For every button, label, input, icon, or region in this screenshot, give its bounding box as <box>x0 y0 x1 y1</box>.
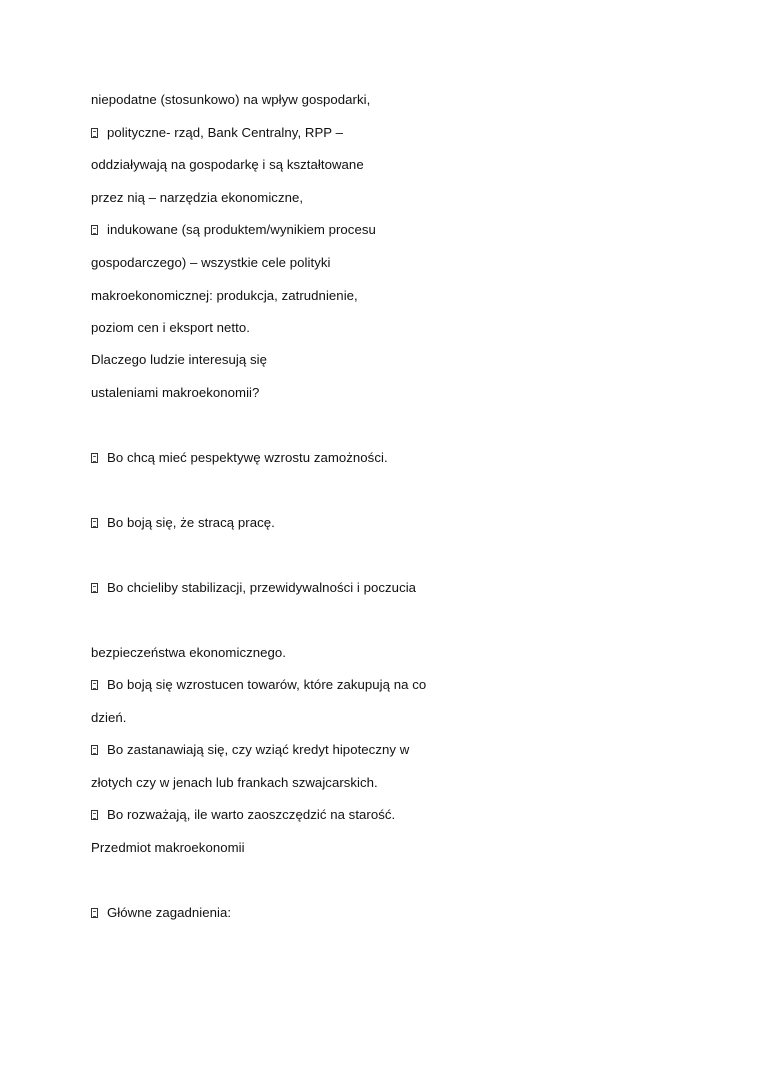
bullet-line <box>91 742 409 758</box>
line-text: bezpieczeństwa ekonomicznego. <box>91 645 286 660</box>
bullet-line <box>91 677 426 693</box>
text-line <box>91 775 378 791</box>
bullet-icon <box>91 225 98 235</box>
bullet-line <box>91 222 376 238</box>
line-text: ustaleniami makroekonomii? <box>91 385 260 400</box>
line-text: indukowane (są produktem/wynikiem procesu <box>107 222 376 237</box>
text-line <box>91 255 330 271</box>
line-text: złotych czy w jenach lub frankach szwajcarskich. <box>91 775 378 790</box>
line-text: Bo zastanawiają się, czy wziąć kredyt hipoteczny w <box>107 742 410 757</box>
bullet-icon <box>91 518 98 528</box>
text-line <box>91 190 303 206</box>
text-line <box>91 320 250 336</box>
bullet-icon <box>91 810 98 820</box>
line-text: oddziaływają na gospodarkę i są kształtowane <box>91 157 364 172</box>
bullet-line <box>91 580 416 596</box>
text-line <box>91 288 358 304</box>
line-text: niepodatne (stosunkowo) na wpływ gospodarki, <box>91 92 371 107</box>
text-line <box>91 385 259 401</box>
line-text: Bo chcą mieć pespektywę wzrostu zamożności. <box>107 450 388 465</box>
bullet-icon <box>91 745 98 755</box>
text-line <box>91 710 127 726</box>
bullet-line <box>91 515 275 531</box>
line-text: Bo chcieliby stabilizacji, przewidywalności i poczucia <box>107 580 417 595</box>
line-text: Przedmiot makroekonomii <box>91 840 245 855</box>
bullet-icon <box>91 583 98 593</box>
line-text: polityczne- rząd, Bank Centralny, RPP – <box>107 125 344 140</box>
text-line <box>91 157 364 173</box>
text-line <box>91 92 370 108</box>
bullet-icon <box>91 128 98 138</box>
section-heading <box>91 840 245 856</box>
line-text: przez nią – narzędzia ekonomiczne, <box>91 190 304 205</box>
line-text: Bo boją się, że stracą pracę. <box>107 515 275 530</box>
bullet-icon <box>91 453 98 463</box>
line-text: poziom cen i eksport netto. <box>91 320 250 335</box>
bullet-icon <box>91 908 98 918</box>
line-text: Bo rozważają, ile warto zaoszczędzić na starość. <box>107 807 396 822</box>
line-text: dzień. <box>91 710 127 725</box>
line-text: Dlaczego ludzie interesują się <box>91 352 267 367</box>
line-text: gospodarczego) – wszystkie cele polityki <box>91 255 331 270</box>
bullet-line <box>91 807 395 823</box>
line-text: Główne zagadnienia: <box>107 905 232 920</box>
bullet-icon <box>91 680 98 690</box>
line-text: makroekonomicznej: produkcja, zatrudnienie, <box>91 288 358 303</box>
bullet-line <box>91 125 343 141</box>
line-text: Bo boją się wzrostucen towarów, które zakupują na co <box>107 677 427 692</box>
bullet-line <box>91 905 231 921</box>
text-line <box>91 352 267 368</box>
text-line <box>91 645 286 661</box>
bullet-line <box>91 450 388 466</box>
